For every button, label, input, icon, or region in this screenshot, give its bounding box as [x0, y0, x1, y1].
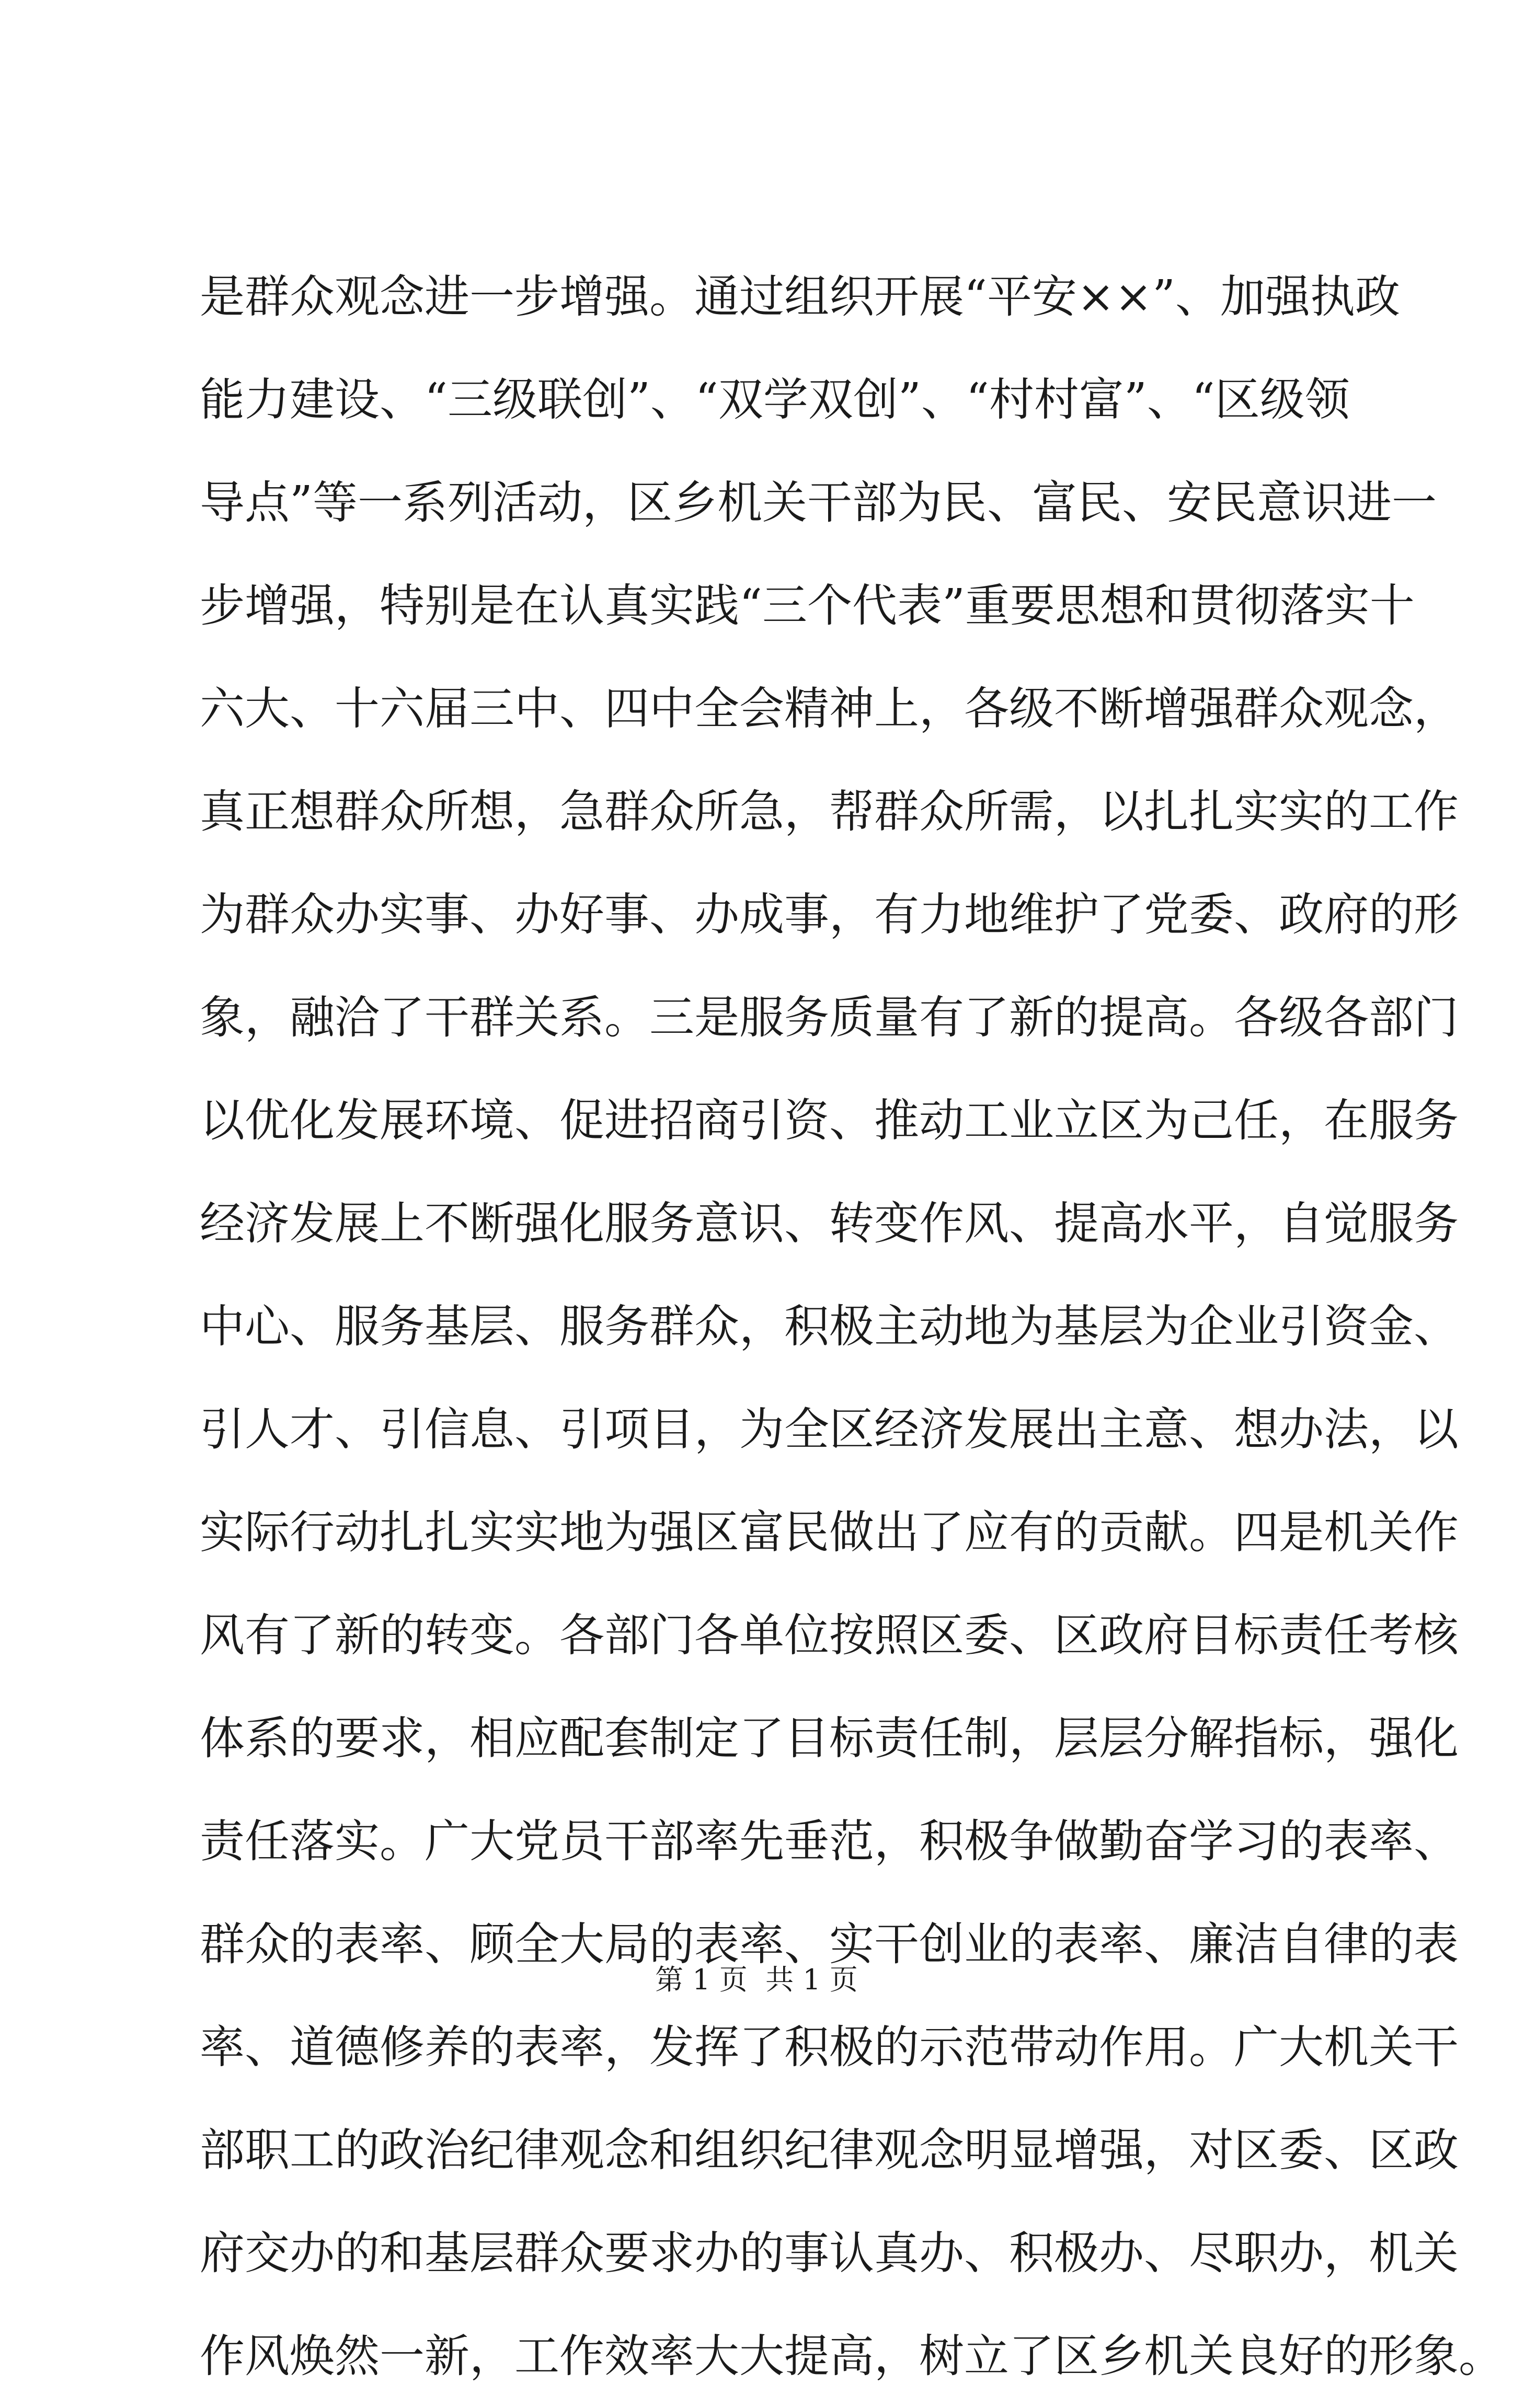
- text-line: 风有了新的转变。各部门各单位按照区委、区政府目标责任考核: [200, 1609, 1459, 1662]
- text-line: 为群众办实事、办好事、办成事，有力地维护了党委、政府的形: [200, 889, 1459, 941]
- text-line: 导点”等一系列活动，区乡机关干部为民、富民、安民意识进一: [200, 477, 1437, 529]
- text-line: 群众的表率、顾全大局的表率、实干创业的表率、廉洁自律的表: [200, 1918, 1459, 1971]
- text-line: 步增强，特别是在认真实践“三个代表”重要思想和贯彻落实十: [200, 580, 1415, 632]
- text-line: 府交办的和基层群众要求办的事认真办、积极办、尽职办，机关: [200, 2227, 1459, 2279]
- text-line: 真正想群众所想，急群众所急，帮群众所需，以扎扎实实的工作: [200, 786, 1459, 838]
- text-line: 实际行动扎扎实实地为强区富民做出了应有的贡献。四是机关作: [200, 1506, 1459, 1559]
- text-line: 引人才、引信息、引项目，为全区经济发展出主意、想办法，以: [200, 1403, 1459, 1456]
- text-line: 体系的要求，相应配套制定了目标责任制，层层分解指标，强化: [200, 1712, 1459, 1765]
- text-line: 率、道德修养的表率，发挥了积极的示范带动作用。广大机关干: [200, 2021, 1459, 2073]
- text-line: 部职工的政治纪律观念和组织纪律观念明显增强，对区委、区政: [200, 2124, 1459, 2176]
- body-text: [200, 246, 1504, 2408]
- text-line: 是群众观念进一步增强。通过组织开展“平安××”、加强执政: [200, 271, 1401, 323]
- text-line: 六大、十六届三中、四中全会精神上，各级不断增强群众观念，: [200, 683, 1459, 735]
- text-line: 能力建设、“三级联创”、“双学双创”、“村村富”、“区级领: [200, 374, 1350, 426]
- text-line: 象，融洽了干群关系。三是服务质量有了新的提高。各级各部门: [200, 992, 1459, 1044]
- text-line: 以优化发展环境、促进招商引资、推动工业立区为己任，在服务: [200, 1094, 1459, 1147]
- text-line: 责任落实。广大党员干部率先垂范，积极争做勤奋学习的表率、: [200, 1815, 1459, 1868]
- text-line: 作风焕然一新，工作效率大大提高，树立了区乡机关良好的形象。: [200, 2330, 1504, 2382]
- text-line: 中心、服务基层、服务群众，积极主动地为基层为企业引资金、: [200, 1300, 1459, 1353]
- text-line: 经济发展上不断强化服务意识、转变作风、提高水平，自觉服务: [200, 1197, 1459, 1250]
- page-footer: 第 1 页 共 1 页: [655, 1963, 858, 1996]
